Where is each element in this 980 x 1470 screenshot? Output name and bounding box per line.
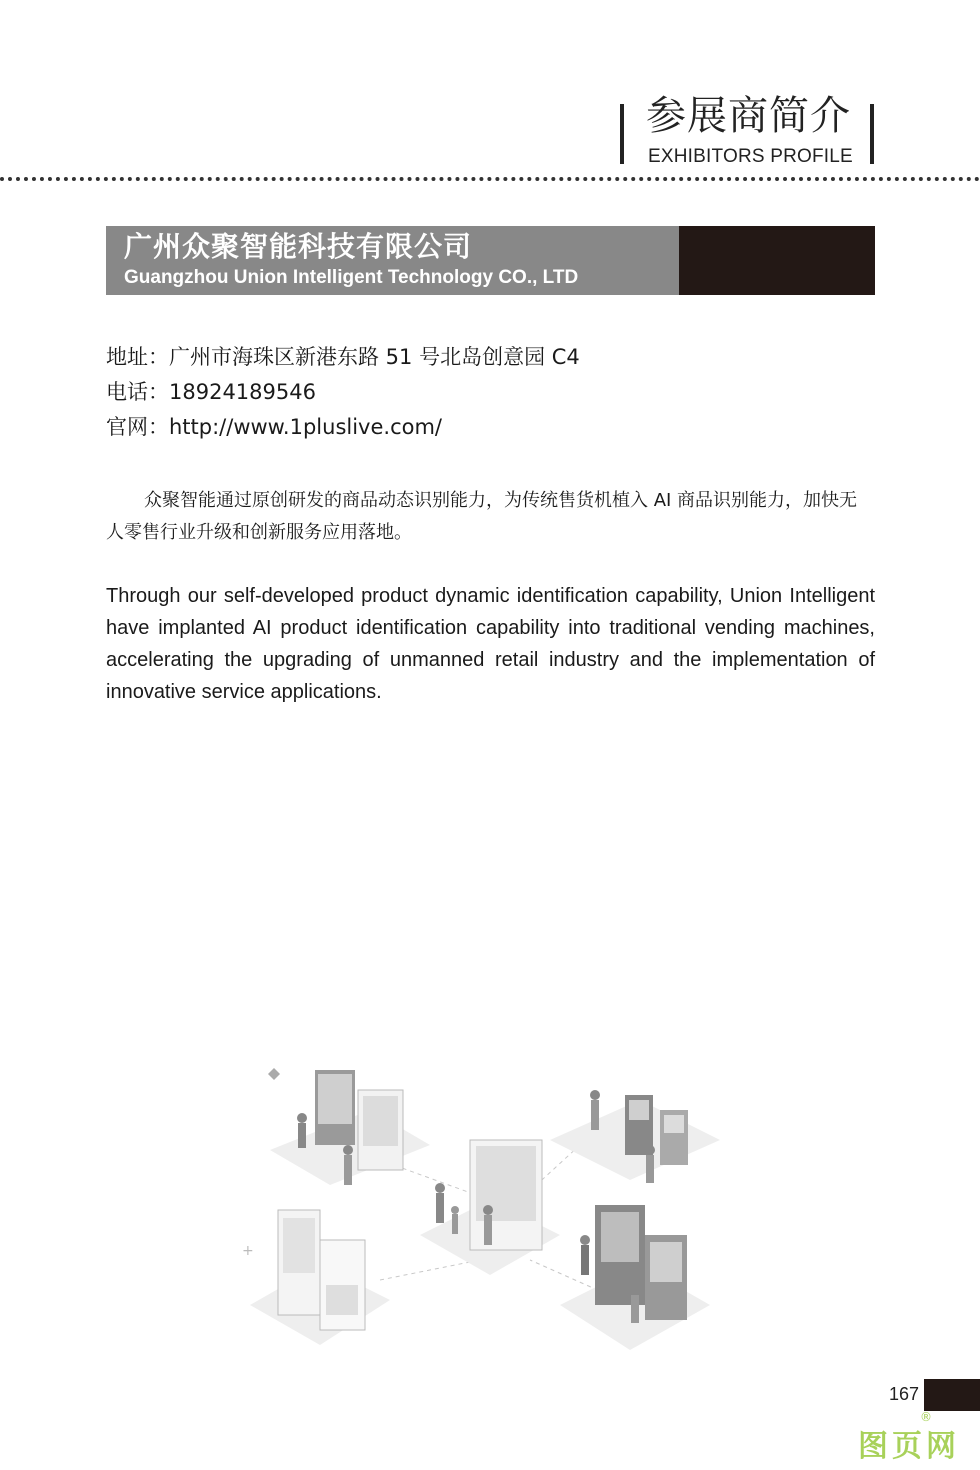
- watermark: 图页网: [858, 1429, 960, 1464]
- company-name-cn: 广州众聚智能科技有限公司: [124, 230, 473, 263]
- section-title-cn: 参展商简介: [646, 93, 851, 139]
- contact-phone: 电话：18924189546: [106, 380, 316, 404]
- platform-top-right: [550, 1090, 720, 1183]
- header-left-bar: [620, 104, 624, 164]
- contact-website[interactable]: 官网：http://www.1pluslive.com/: [106, 415, 442, 439]
- company-name-en: Guangzhou Union Intelligent Technology CO., LTD: [124, 267, 579, 288]
- decor-diamond: [268, 1068, 280, 1080]
- header-right-bar: [870, 104, 874, 164]
- platform-bottom-right: [560, 1205, 710, 1350]
- page-number-tab: [924, 1379, 980, 1411]
- vending-illustration: [230, 1050, 750, 1370]
- platform-center: [420, 1140, 560, 1275]
- section-title-en: EXHIBITORS PROFILE: [648, 146, 853, 167]
- contact-address: 地址：广州市海珠区新港东路 51 号北岛创意园 C4: [106, 345, 580, 369]
- description-cn: 众聚智能通过原创研发的商品动态识别能力，为传统售货机植入 AI 商品识别能力，加快无人零售行业升级和创新服务应用落地。: [106, 490, 858, 543]
- svg-text:+: +: [242, 1243, 254, 1259]
- platform-top-left: [270, 1070, 430, 1185]
- company-banner-accent: [679, 226, 875, 295]
- page-number: 167: [889, 1384, 920, 1404]
- contact-block: [106, 342, 580, 447]
- dotted-divider: [0, 177, 980, 181]
- platform-bottom-left: [242, 1210, 390, 1345]
- description-en: Through our self-developed product dynamic identification capability, Union Intelligent have implanted AI product identification capability into traditional vending machines, accelerating the upgrading of unmanned retail industry and the implementation of innovative service applications.: [106, 585, 875, 703]
- watermark-registered-mark: ®: [920, 1410, 932, 1424]
